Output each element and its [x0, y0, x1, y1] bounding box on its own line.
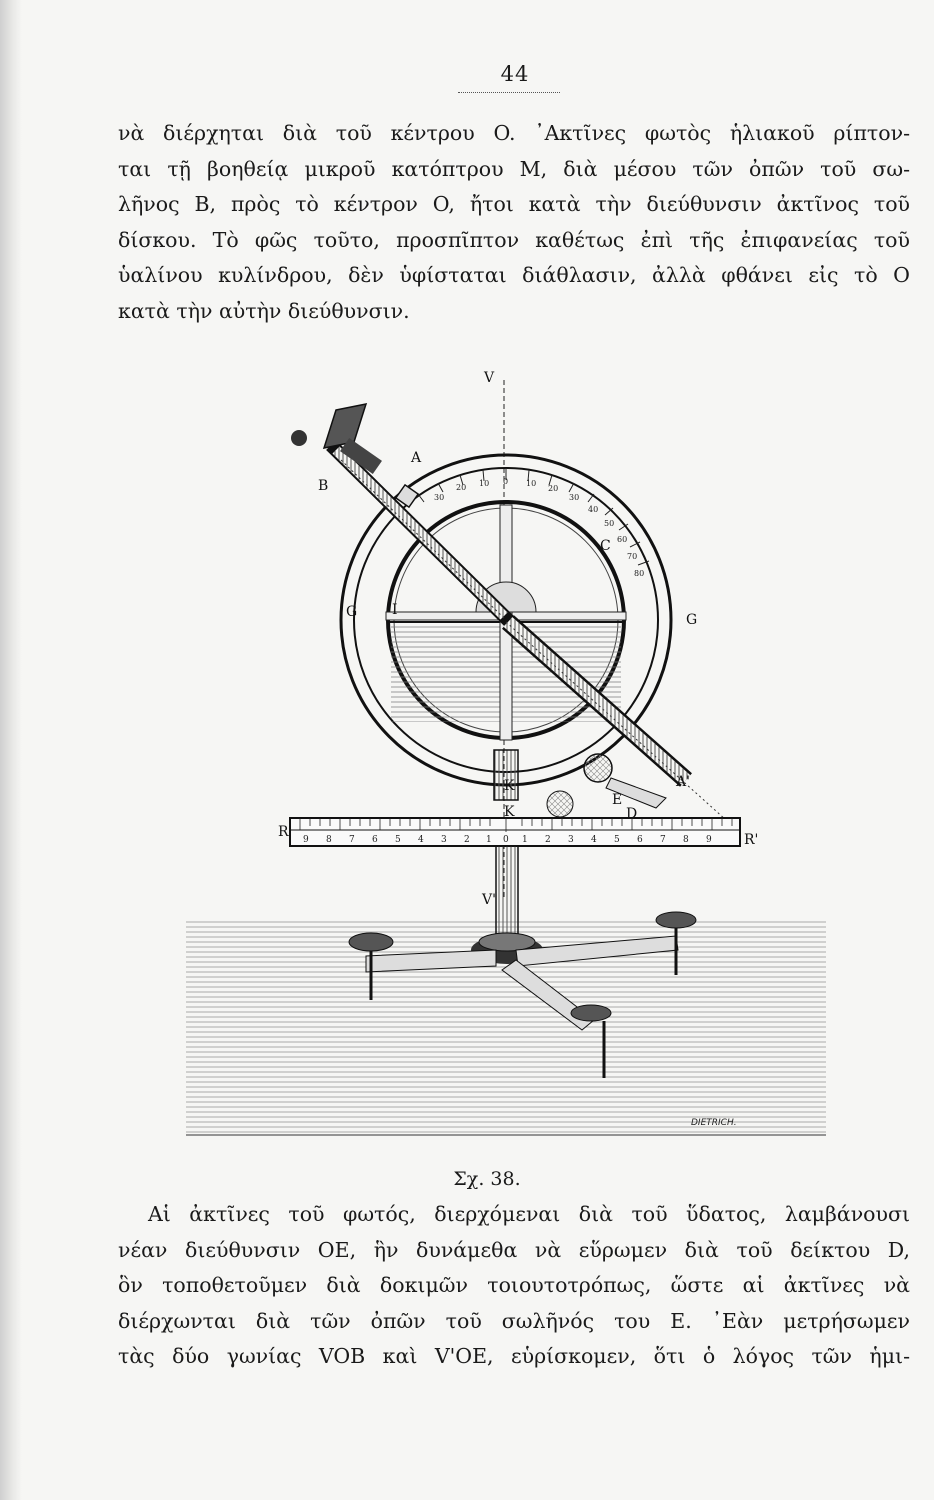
label-e: E [612, 792, 623, 808]
dial-number: 70 [627, 552, 638, 561]
ruler-number: 4 [418, 835, 424, 845]
ruler-number: 5 [395, 835, 401, 845]
ruler [290, 818, 740, 846]
ruler-number: 1 [522, 835, 528, 845]
label-k-upper: K [504, 778, 515, 794]
label-r-prime: R' [744, 832, 759, 848]
clamp-screw [547, 791, 573, 817]
ruler-number: 2 [545, 835, 551, 845]
ruler-number: 4 [591, 835, 597, 845]
label-r: R [278, 824, 289, 840]
leveling-screw [656, 912, 696, 928]
ruler-number: 5 [614, 835, 620, 845]
mirror-knob [291, 430, 307, 446]
mirror [324, 404, 366, 448]
ruler-number: 8 [683, 835, 689, 845]
apparatus-engraving [186, 360, 826, 1140]
text-line: νέαν διεύθυνσιν OE, ἣν δυνάμεθα νὰ εὕρωμεν διὰ τοῦ δείκτου D, [118, 1237, 910, 1262]
label-g-right: G [686, 612, 698, 628]
ruler-number: 3 [441, 835, 447, 845]
ruler-number: 1 [486, 835, 492, 845]
dial-number: 20 [548, 484, 559, 493]
column [496, 846, 518, 941]
page-number: 44 [500, 62, 530, 86]
label-g-left: G [346, 604, 358, 620]
ruler-number: 7 [349, 835, 355, 845]
ruler-number: 0 [503, 835, 509, 845]
label-a-bottom: A' [676, 774, 690, 790]
text-line: κατὰ τὴν αὐτὴν διεύθυνσιν. [118, 298, 410, 323]
label-k-lower: K [504, 804, 515, 820]
ruler-number: 6 [637, 835, 643, 845]
dial-number: 30 [569, 493, 580, 502]
dial-number: 10 [479, 479, 490, 488]
label-v: V [484, 370, 495, 386]
ruler-number: 2 [464, 835, 470, 845]
text-line: Αἱ ἀκτῖνες τοῦ φωτός, διερχόμεναι διὰ τοῦ ὕδατος, λαμβάνουσι [148, 1202, 910, 1226]
text-line: διέρχωνται διὰ τῶν ὀπῶν τοῦ σωλῆνός του E. ᾿Εὰν μετρήσωμεν [118, 1308, 910, 1333]
leveling-screw [349, 933, 393, 951]
text-line: ὃν τοποθετοῦμεν διὰ δοκιμῶν τοιουτοτρόπως, ὥστε αἱ ἀκτῖνες νὰ [118, 1273, 910, 1297]
text-line: λῆνος B, πρὸς τὸ κέντρον O, ἤτοι κατὰ τὴν διεύθυνσιν ἀκτῖνος τοῦ [118, 192, 910, 216]
mirror-assembly [291, 404, 418, 507]
dial-number: 20 [456, 483, 467, 492]
dial-number: 30 [434, 493, 445, 502]
ruler-number: 9 [706, 835, 712, 845]
text-line: τὰς δύο γωνίας VOB καὶ V'OE, εὑρίσκομεν, ὅτι ὁ λόγος τῶν ἡμι- [118, 1344, 910, 1368]
label-c: C [600, 538, 611, 554]
label-a-top: A [411, 450, 422, 466]
page-binding-edge [0, 0, 22, 1500]
ruler-number: 3 [568, 835, 574, 845]
ruler-number: 7 [660, 835, 666, 845]
text-line: ὑαλίνου κυλίνδρου, δὲν ὑφίσταται διάθλασιν, ἀλλὰ φθάνει εἰς τὸ O [118, 263, 910, 287]
ruler-number: 8 [326, 835, 332, 845]
label-v-prime: V' [482, 892, 496, 908]
text-line: ται τῇ βοηθείᾳ μικροῦ κατόπτρου M, διὰ μέσου τῶν ὀπῶν τοῦ σω- [118, 156, 910, 181]
text-line: νὰ διέρχηται διὰ τοῦ κέντρου O. ᾿Ακτῖνες φωτὸς ἡλιακοῦ ρίπτον- [118, 121, 910, 145]
figure-refraction-apparatus [186, 360, 826, 1140]
label-b: B [318, 478, 329, 494]
dial-number: 0 [503, 477, 509, 486]
text-line: δίσκου. Τὸ φῶς τοῦτο, προσπῖπτον καθέτως ἐπὶ τῆς ἐπιφανείας τοῦ [118, 227, 910, 252]
paragraph-1 [118, 116, 910, 329]
dial-number: 10 [526, 479, 537, 488]
label-i: I [392, 602, 398, 618]
tube-e [584, 754, 612, 782]
figure-caption: Σχ. 38. [453, 1168, 521, 1190]
dial-number: 50 [604, 519, 615, 528]
page-number-rule [458, 92, 560, 93]
dial-number: 80 [634, 569, 645, 578]
paragraph-2 [118, 1197, 910, 1375]
dial-number: 40 [588, 505, 599, 514]
leveling-screw [571, 1005, 611, 1021]
ruler-number: 9 [303, 835, 309, 845]
dial-number: 60 [617, 535, 628, 544]
label-d: D [626, 806, 638, 822]
engraver-credit: DIETRICH. [691, 1118, 737, 1128]
ruler-number: 6 [372, 835, 378, 845]
